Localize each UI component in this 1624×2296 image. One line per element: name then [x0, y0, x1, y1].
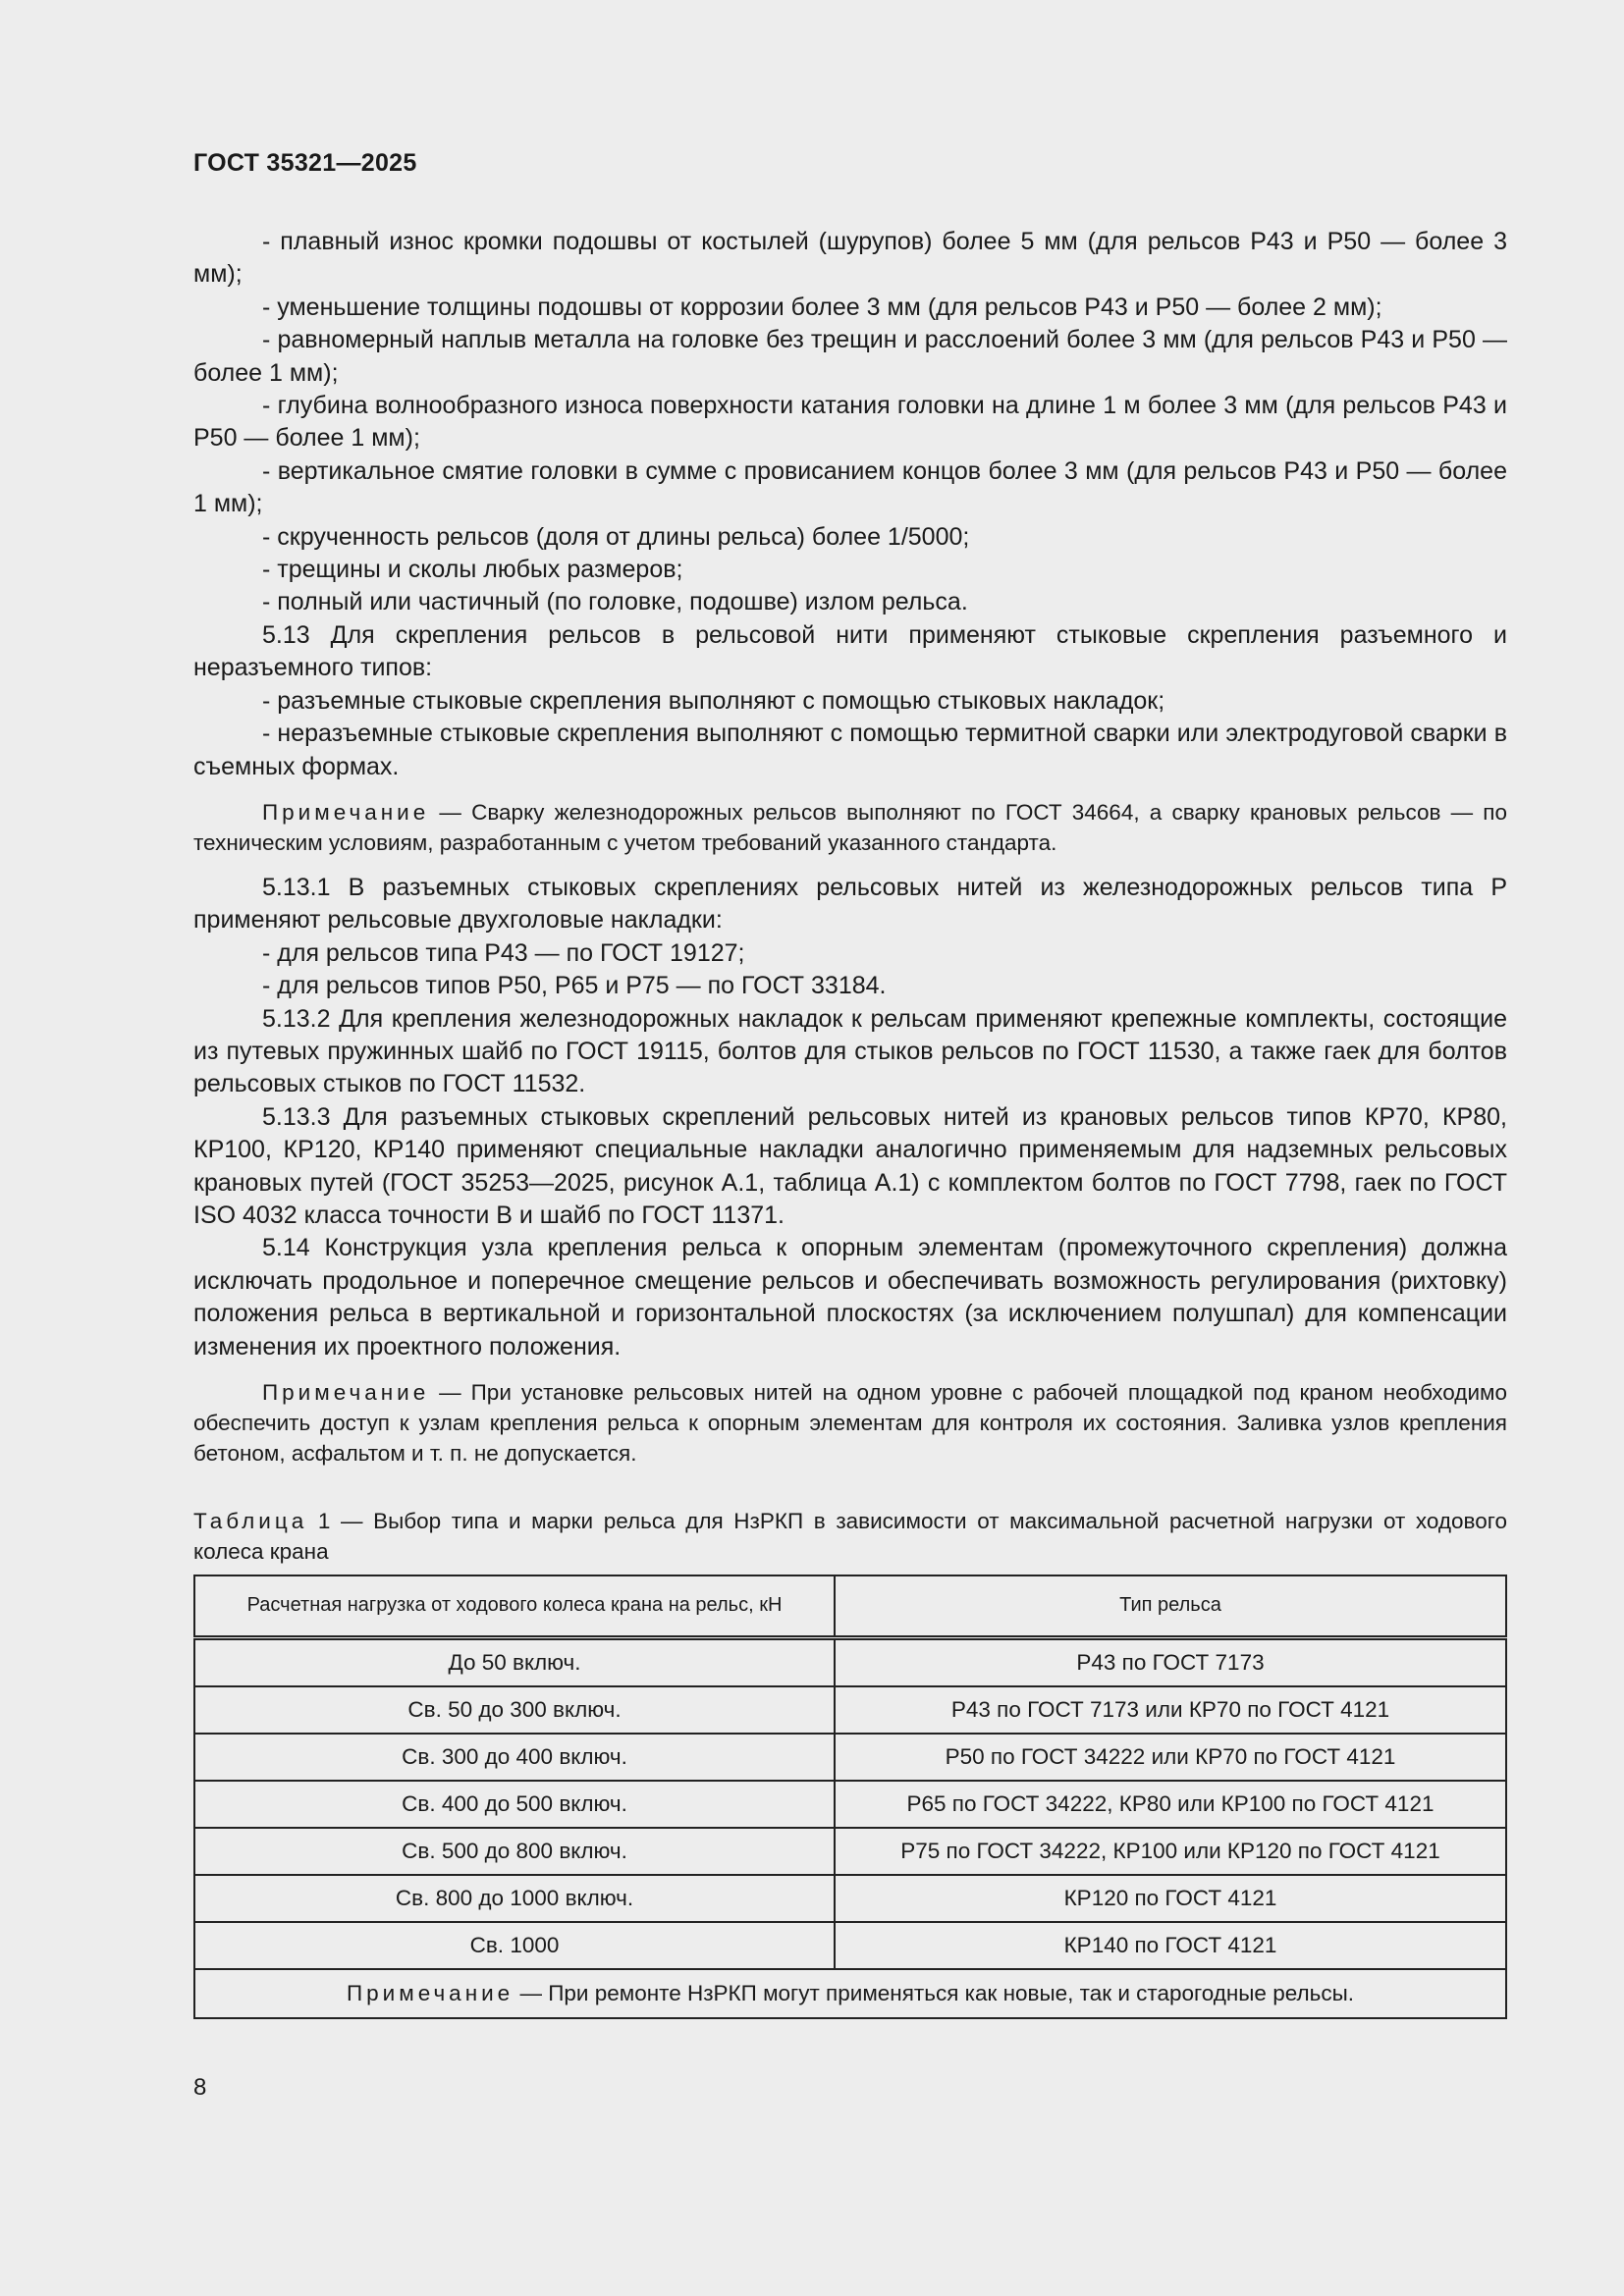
paragraph: 5.13.1 В разъемных стыковых скреплениях рельсовых нитей из железнодорожных рельсов типа Р применяют рельсовые двухголовые накладки:: [193, 873, 1507, 934]
table-cell-rail-type: Р75 по ГОСТ 34222, КР100 или КР120 по ГОСТ 4121: [835, 1828, 1506, 1875]
table-note: [194, 1969, 1506, 2018]
paragraph-group-1: [193, 226, 1507, 783]
note-label: Примечание: [262, 799, 430, 825]
table-row: [194, 1734, 1506, 1781]
paragraph: - для рельсов типа Р43 — по ГОСТ 19127;: [262, 938, 745, 967]
table-cell-load: Св. 50 до 300 включ.: [194, 1686, 835, 1734]
table-row: [194, 1875, 1506, 1922]
paragraph: 5.13.3 Для разъемных стыковых скреплений рельсовых нитей из крановых рельсов типов КР70, КР80, КР100, КР120, КР140 применяют специальные накладки аналогично применяемым для надземных рельсовых крановых путей (ГОСТ 35253—2025, рисунок А.1, таблица А.1) с комплектом болтов по ГОСТ 7798, гаек по ГОСТ ISO 4032 класса точности В и шайб по ГОСТ 11371.: [193, 1102, 1507, 1229]
table-cell-load: Св. 300 до 400 включ.: [194, 1734, 835, 1781]
table-row: [194, 1686, 1506, 1734]
paragraph: - скрученность рельсов (доля от длины рельса) более 1/5000;: [262, 522, 970, 551]
table-cell-load: Св. 400 до 500 включ.: [194, 1781, 835, 1828]
table-caption-text: 1 — Выбор типа и марки рельса для НзРКП в зависимости от максимальной расчетной нагрузки от ходового колеса крана: [193, 1509, 1507, 1564]
paragraph-group-2: [193, 872, 1507, 1363]
table-cell-load: Св. 800 до 1000 включ.: [194, 1875, 835, 1922]
document-header: ГОСТ 35321—2025: [193, 149, 417, 177]
table-cell-rail-type: Р43 по ГОСТ 7173 или КР70 по ГОСТ 4121: [835, 1686, 1506, 1734]
paragraph: - неразъемные стыковые скрепления выполняют с помощью термитной сварки или электродуговой сварки в съемных формах.: [193, 720, 1507, 780]
table-caption-label: Таблица: [193, 1509, 308, 1533]
table-cell-rail-type: КР140 по ГОСТ 4121: [835, 1922, 1506, 1969]
paragraph: - глубина волнообразного износа поверхности катания головки на длине 1 м более 3 мм (для рельсов Р43 и Р50 — более 1 мм);: [193, 392, 1507, 453]
paragraph: - полный или частичный (по головке, подошве) излом рельса.: [262, 588, 968, 616]
paragraph: 5.13 Для скрепления рельсов в рельсовой нити применяют стыковые скрепления разъемного и неразъемного типов:: [193, 620, 1507, 682]
table-row: [194, 1638, 1506, 1687]
table-header-row: [194, 1575, 1506, 1638]
paragraph: - для рельсов типов Р50, Р65 и Р75 — по ГОСТ 33184.: [262, 972, 887, 1000]
note-text: — Сварку железнодорожных рельсов выполняют по ГОСТ 34664, а сварку крановых рельсов — по техническим условиям, разработанным с учетом требований указанного стандарта.: [193, 799, 1507, 855]
rail-type-table: [193, 1575, 1507, 2019]
table-note-text: — При ремонте НзРКП могут применяться как новые, так и старогодные рельсы.: [514, 1981, 1355, 2006]
table-cell-load: Св. 500 до 800 включ.: [194, 1828, 835, 1875]
table-cell-load: Св. 1000: [194, 1922, 835, 1969]
table-row: [194, 1828, 1506, 1875]
table-cell-rail-type: КР120 по ГОСТ 4121: [835, 1875, 1506, 1922]
paragraph: - вертикальное смятие головки в сумме с провисанием концов более 3 мм (для рельсов Р43 и Р50 — более 1 мм);: [193, 456, 1507, 518]
paragraph: 5.14 Конструкция узла крепления рельса к опорным элементам (промежуточного скрепления) должна исключать продольное и поперечное смещение рельсов и обеспечивать возможность регулирования (рихтовку) положения рельса в вертикальной и горизонтальной плоскостях (за исключением полушпал) для компенсации изменения их проектного положения.: [193, 1234, 1507, 1361]
note-2: [193, 1377, 1507, 1468]
table-cell-rail-type: Р43 по ГОСТ 7173: [835, 1638, 1506, 1687]
table-cell-load: До 50 включ.: [194, 1638, 835, 1687]
paragraph: - трещины и сколы любых размеров;: [262, 556, 683, 584]
table-note-row: [194, 1969, 1506, 2018]
note-1: [193, 797, 1507, 858]
page-number: 8: [193, 2074, 207, 2101]
table-row: [194, 1781, 1506, 1828]
table-cell-rail-type: Р50 по ГОСТ 34222 или КР70 по ГОСТ 4121: [835, 1734, 1506, 1781]
table-header-load: Расчетная нагрузка от ходового колеса крана на рельс, кН: [194, 1575, 835, 1638]
paragraph: - уменьшение толщины подошвы от коррозии более 3 мм (для рельсов Р43 и Р50 — более 2 мм);: [262, 293, 1382, 321]
paragraph: - равномерный наплыв металла на головке без трещин и расслоений более 3 мм (для рельсов Р43 и Р50 — более 1 мм);: [193, 326, 1507, 387]
note-text: — При установке рельсовых нитей на одном уровне с рабочей площадкой под краном необходимо обеспечить доступ к узлам крепления рельса к опорным элементам для контроля их состояния. Заливка узлов крепления бетоном, асфальтом и т. п. не допускается.: [193, 1380, 1507, 1466]
document-body: [193, 226, 1507, 2019]
table-header-rail-type: Тип рельса: [835, 1575, 1506, 1638]
table-body: [194, 1638, 1506, 1970]
paragraph: - разъемные стыковые скрепления выполняют с помощью стыковых накладок;: [262, 686, 1165, 715]
table-note-label: Примечание: [346, 1981, 514, 2006]
table-row: [194, 1922, 1506, 1969]
table-cell-rail-type: Р65 по ГОСТ 34222, КР80 или КР100 по ГОСТ 4121: [835, 1781, 1506, 1828]
table-caption: [193, 1506, 1507, 1567]
paragraph: - плавный износ кромки подошвы от костылей (шурупов) более 5 мм (для рельсов Р43 и Р50 — более 3 мм);: [193, 228, 1507, 289]
paragraph: 5.13.2 Для крепления железнодорожных накладок к рельсам применяют крепежные комплекты, состоящие из путевых пружинных шайб по ГОСТ 19115, болтов для стыков рельсов по ГОСТ 11530, а также гаек для болтов рельсовых стыков по ГОСТ 11532.: [193, 1004, 1507, 1098]
note-label: Примечание: [262, 1380, 430, 1405]
